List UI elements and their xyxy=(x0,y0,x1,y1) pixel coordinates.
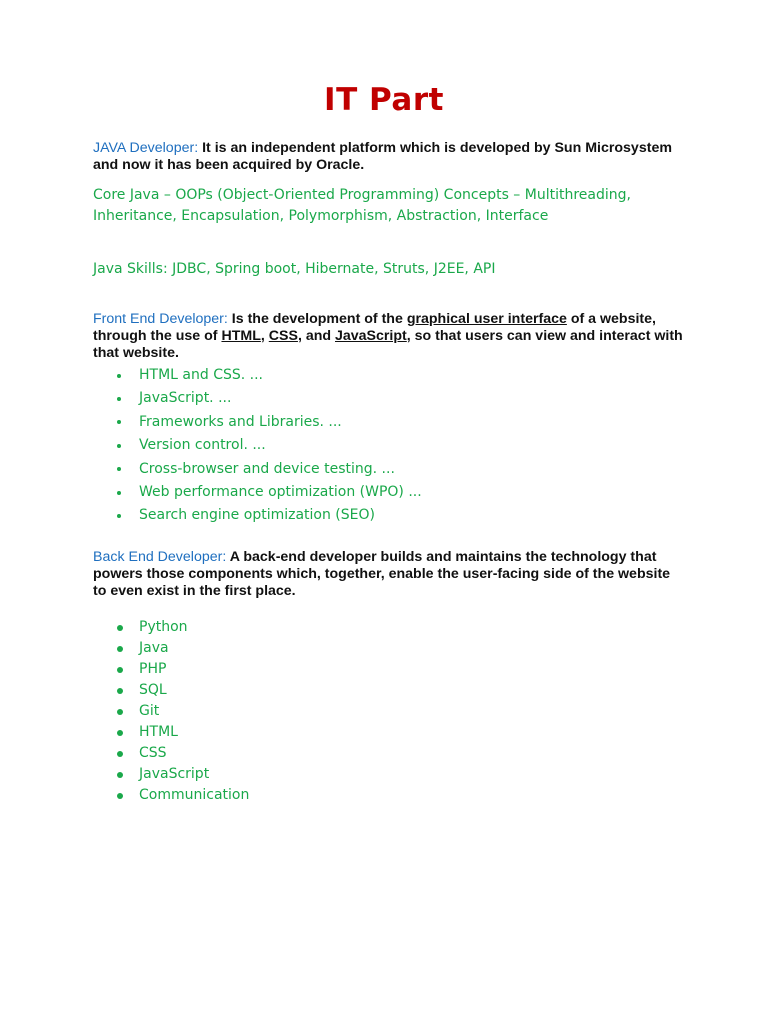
list-item xyxy=(0,680,249,701)
list-item-text: Web performance optimization (WPO) ... xyxy=(139,483,422,500)
list-item-text: Git xyxy=(139,703,160,719)
bullet-dot xyxy=(117,467,121,471)
list-item-text: SQL xyxy=(139,682,167,698)
list-item xyxy=(0,701,249,722)
back-end-developer-paragraph xyxy=(93,549,685,600)
front-end-text-3: , xyxy=(260,328,269,344)
front-end-developer-heading: Front End Developer: xyxy=(93,311,228,327)
bullet-dot xyxy=(117,793,123,799)
front-end-text-4: , and xyxy=(297,328,335,344)
bullet-dot xyxy=(117,751,123,757)
list-item-text: Cross-browser and device testing. ... xyxy=(139,460,395,477)
bullet-dot xyxy=(117,688,123,694)
back-end-developer-heading: Back End Developer: xyxy=(93,549,227,565)
front-end-text-2: of a website, through the use of xyxy=(93,311,656,344)
front-end-text-5: , so that users can view and interact with that website. xyxy=(93,328,683,361)
bullet-dot xyxy=(117,444,121,448)
list-item xyxy=(0,434,422,457)
java-skills-paragraph: Java Skills: JDBC, Spring boot, Hibernate, Struts, J2EE, API xyxy=(93,261,496,277)
list-item-text: Frameworks and Libraries. ... xyxy=(139,413,342,430)
list-item-text: HTML and CSS. ... xyxy=(139,367,263,383)
list-item-text: Search engine optimization (SEO) xyxy=(139,507,375,524)
bullet-dot xyxy=(117,397,121,401)
bullet-dot xyxy=(117,374,121,378)
bullet-dot xyxy=(117,625,123,631)
list-item xyxy=(0,764,249,785)
list-item xyxy=(0,638,249,659)
list-item xyxy=(0,458,422,481)
list-item xyxy=(0,481,422,504)
list-item-text: Version control. ... xyxy=(139,437,266,454)
list-item-text: HTML xyxy=(139,724,178,740)
list-item xyxy=(0,411,422,434)
bullet-dot xyxy=(117,772,123,778)
page-title: IT Part xyxy=(324,82,444,118)
bullet-dot xyxy=(117,646,123,652)
list-item xyxy=(0,785,249,806)
java-developer-text: It is an independent platform which is developed by Sun Microsystem and now it has been acquired by Oracle. xyxy=(93,140,672,173)
list-item-text: PHP xyxy=(139,661,167,677)
front-end-skills-list xyxy=(0,364,422,528)
java-developer-paragraph xyxy=(93,140,685,174)
front-end-developer-paragraph xyxy=(93,311,685,362)
list-item-text: JavaScript xyxy=(139,766,210,782)
java-developer-heading: JAVA Developer: xyxy=(93,140,199,156)
list-item xyxy=(0,659,249,680)
back-end-developer-text: A back-end developer builds and maintains the technology that powers those components which, together, enable the user-facing side of the website to even exist in the first place. xyxy=(93,549,671,599)
list-item xyxy=(0,504,422,527)
bullet-dot xyxy=(117,709,123,715)
list-item xyxy=(0,743,249,764)
list-item-text: Java xyxy=(139,640,169,656)
bullet-dot xyxy=(117,730,123,736)
list-item xyxy=(0,722,249,743)
bullet-dot xyxy=(117,514,121,518)
core-java-paragraph: Core Java – OOPs (Object-Oriented Programming) Concepts – Multithreading, Inheritance, Encapsulation, Polymorphism, Abstraction, Interface xyxy=(93,187,631,224)
list-item-text: Python xyxy=(139,619,188,635)
bullet-dot xyxy=(117,491,121,495)
list-item xyxy=(0,617,249,638)
list-item-text: CSS xyxy=(139,745,167,761)
back-end-skills-list xyxy=(0,617,249,806)
bullet-dot xyxy=(117,420,121,424)
gui-link[interactable]: graphical user interface xyxy=(406,311,567,327)
list-item-text: JavaScript. ... xyxy=(139,390,232,407)
list-item xyxy=(0,387,422,410)
list-item xyxy=(0,364,422,387)
front-end-text-1: Is the development of the xyxy=(227,311,407,327)
list-item-text: Communication xyxy=(139,787,250,803)
javascript-link[interactable]: JavaScript xyxy=(335,328,407,344)
html-link[interactable]: HTML xyxy=(221,328,261,344)
bullet-dot xyxy=(117,667,123,673)
css-link[interactable]: CSS xyxy=(268,328,298,344)
